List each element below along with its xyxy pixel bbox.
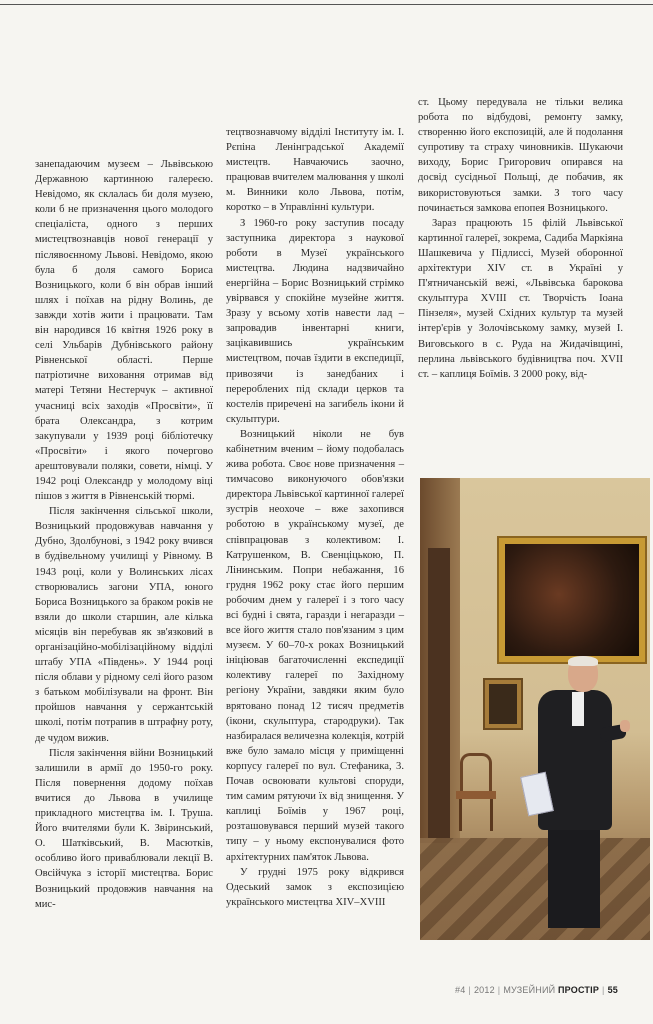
magazine-name-bold: ПРОСТІР xyxy=(558,985,600,995)
chair xyxy=(456,753,496,833)
issue-number: #4 xyxy=(454,985,466,995)
paragraph: занепадаючим музеєм – Львівською Державною картинною галереєю. Невідомо, як склалась би доля музею, коли б не призначення цього молодого спеціаліста, одного з перших мистецтвознавців нової генерації у післявоєнному Львові. Невідомо, якою була б доля самого Бориса Возницького, коли б він обрав інший шлях і поїхав на рідну Волинь, де завжди хотів жити і працювати. Там він народився 16 квітня 1926 року в селі Ульбарів Дубнівського району Рівненської області. Перше патріотичне виховання отримав від матері Тетяни Нестерчук – активної учасниці всіх заходів «Просвіти», її брата Олександра, з котрим закупували у 1939 році бібліотечку «Просвіти» і якого почергово арештовували поляки, совети, німці. У 1942 році Олександр у молодому віці пішов з життя в Рівненській тюрмі. xyxy=(35,159,213,503)
elderly-man xyxy=(524,656,629,936)
text-column-3 xyxy=(418,95,623,382)
issue-year: 2012 xyxy=(473,985,495,995)
paragraph: Возницький ніколи не був кабінетним вченим – йому подобалась жива робота. Своє нове призначення – тимчасово виконуючого обов'язки директора Львівської картинної галереї зустрів неохоче – вже захопився роботою в українському музеї, де співпрацював з колективом: І. Катрушенком, В. Свенціцькою, П. Лінинським. Попри небажання, 16 грудня 1962 року стає його першим робочим днем у галереї і з того часу всі будні і свята, гаразди і негаразди – все його життя стало пов'язаним з цим музеєм. У 60–70-х роках Возницький ініціював багаточисленні експедиції колективу галереї по Західному регіону України, завдяки яким було врятовано понад 12 тисяч предметів (ікони, скульптура, стародруки). Так назбиралася величезна колекція, котрій вже було замало місця у приміщенні корпусу галереї по вул. Стефаника, 3. Почав освоювати культові споруди, тим самим рятуючи їх від знищення. У каплиці Боїмів у 1967 році, розташовувався перший музей такого типу – у ньому експонувалися фото архітектурних пам'яток Львова. xyxy=(226,428,404,863)
top-rule xyxy=(0,4,653,5)
page-number: 55 xyxy=(607,985,618,995)
paragraph: Зараз працюють 15 філій Львівської картинної галереї, зокрема, Садиба Маркіяна Шашкевича у Підлиссі, Музей оборонної архітектури XIV ст. в Україні у П'ятничанській вежі, «Львівська барокова скульптура XVIII ст. Творчість Іоана Пінзеля», музей Східних культур та музей інтер'єрів у Золочівському замку, музей І. Виговського в с. Руда на Жидачівщині, перлина львівського будівництва поч. XVII ст. – каплиця Боїмів. З 2000 року, від- xyxy=(418,217,623,380)
paragraph: ст. Цьому передувала не тільки велика робота по відбудові, ремонту замку, створенню його експозицій, але й подолання супротиву та страху чиновників. Шукаючи виходу, Борис Григорович опирався на досвід сусідньої Польщі, де побачив, як використовуються замки. З того часу починається замкова епопея Возницького. xyxy=(418,97,623,214)
text-column-2 xyxy=(226,125,404,910)
paragraph: тецтвознавчому відділі Інституту ім. І. Рєпіна Ленінградської Академії мистецтв. Навчаючись заочно, працював вчителем малювання у школі м. Винники коло Львова, потім, коротко – в Управлінні культури. xyxy=(226,127,404,214)
photo-man-in-gallery xyxy=(420,478,650,940)
paragraph: З 1960-го року заступив посаду заступника директора з наукової роботи в Музеї українського мистецтва. Людина надзвичайно енергійна – Борис Возницький стрімко увірвався у спокійне музейне життя. Зразу у всьому хотів навести лад – запровадив інвентарні книги, зацікавившись українським мистецтвом, почав їздити в експедиції, привозячи із занедбаних і перероблених під склади церков та костелів приречені на загибель ікони й скульптури. xyxy=(226,217,404,425)
page-footer: #4 | 2012 | МУЗЕЙНИЙ ПРОСТІР | 55 xyxy=(454,985,618,995)
magazine-name: МУЗЕЙНИЙ xyxy=(503,985,556,995)
small-portrait xyxy=(483,678,523,730)
paragraph: Після закінчення війни Возницький залишили в армії до 1950-го року. Після повернення додому поїхав вчитися до Львова в училище прикладного мистецтва ім. І. Труша. Його вчителями були К. Звіринський, О. Шатківський, В. Масютків, особливо його приваблювали лекції В. Овсійчука з історії мистецтва. Борис Возницький продовжив навчання на мис- xyxy=(35,747,213,910)
doorway xyxy=(428,548,450,838)
paragraph: Після закінчення сільської школи, Возницький продовжував навчання у Дубно, Здолбунові, з 1942 року вчився в будівельному училищі у Рівному. В 1943 році, коли у Волинських лісах створювались загони УПА, юного Бориса Возницького за браком років не взяли до школи старшин, але кілька місяців він перебував як зв'язковий в організаційно-мобілізаційному відділі штабу УПА «Південь». У 1944 році після облави у рідному селі його разом з батьком мобілізували на фронт. Він пройшов навчання у сержантській школі, потім потрапив в штрафну роту, де чудом вижив. xyxy=(35,506,213,744)
text-column-1 xyxy=(35,157,213,912)
paragraph: У грудні 1975 року відкрився Одеський замок з експозицією українського мистецтва XIV–XVIII xyxy=(226,866,404,908)
framed-painting xyxy=(497,536,647,664)
